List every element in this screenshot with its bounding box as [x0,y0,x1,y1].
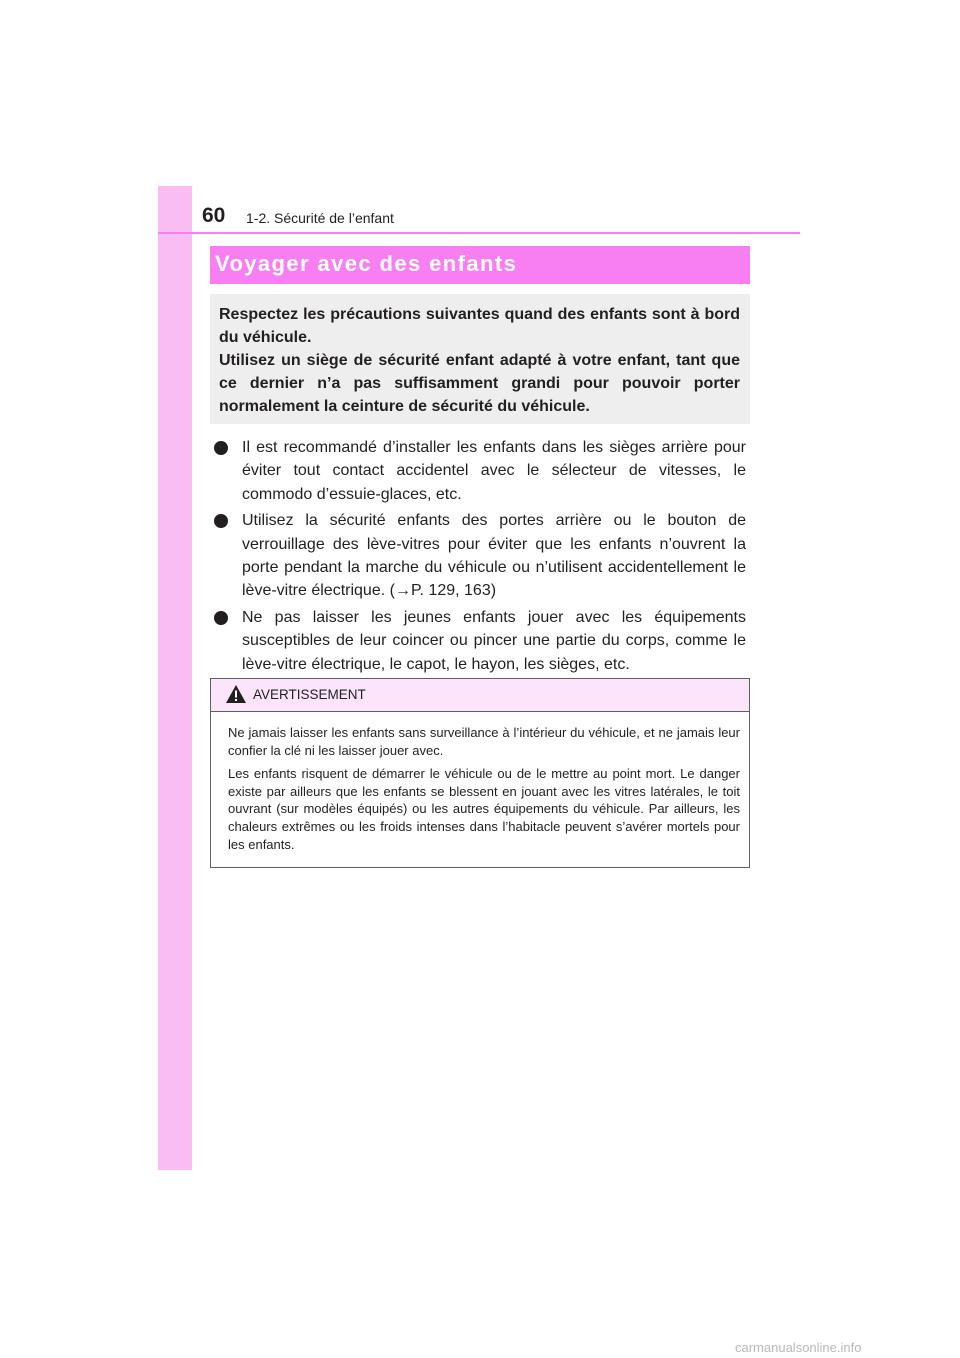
warning-box [210,678,750,868]
warning-body [211,712,749,853]
warning-title: AVERTISSEMENT [253,687,366,702]
header-rule [158,232,800,234]
footer-watermark: carmanualsonline.info [735,1340,862,1355]
page-title: Voyager avec des enfants [215,251,518,276]
title-bar [210,246,750,284]
list-item-text: Utilisez la sécurité enfants des portes arrière ou le bouton de verrouillage des lève-vitres pour éviter que les enfants n’ouvrent la porte pendant la marche du véhicule ou n’utilisent accidentellement le lève-vitre électrique. (→P. 129, 163) [242,512,746,600]
intro-box [210,294,750,424]
intro-paragraph: Utilisez un siège de sécurité enfant adapté à votre enfant, tant que ce dernier n’a pas suffisamment grandi pour pouvoir porter normalement la ceinture de sécurité du véhicule. [219,352,740,415]
section-label: 1-2. Sécurité de l’enfant [246,210,394,226]
page-number: 60 [202,204,226,227]
intro-paragraph: Respectez les précautions suivantes quand des enfants sont à bord du véhicule. [219,306,740,346]
warning-triangle-icon [225,684,247,704]
warning-paragraph: Les enfants risquent de démarrer le véhicule ou de le mettre au point mort. Le danger existe par ailleurs que les enfants se blessent en jouant avec les vitres latérales, le toit ouvrant (sur modèles équipés) ou les autres équipements du véhicule. Par ailleurs, les chaleurs extrêmes ou les froids intenses dans l’habitacle peuvent s’avérer mortels pour les enfants. [228,766,740,852]
list-item-text: Ne pas laisser les jeunes enfants jouer avec les équipements susceptibles de leur coincer ou pincer une partie du corps, comme le lève-vitre électrique, le capot, le hayon, les sièges, etc. [242,608,746,673]
warning-paragraph: Ne jamais laisser les enfants sans surveillance à l’intérieur du véhicule, et ne jamais leur confier la clé ni les laisser jouer avec. [228,725,740,758]
warning-header [211,679,749,712]
bullet-list [214,436,746,679]
bullet-dot-icon [214,514,228,528]
bullet-dot-icon [214,441,228,455]
bullet-dot-icon [214,611,228,625]
list-item-text: Il est recommandé d’installer les enfants dans les sièges arrière pour éviter tout contact accidentel avec le sélecteur de vitesses, le commodo d’essuie-glaces, etc. [242,439,746,503]
list-item [214,509,746,603]
list-item [214,436,746,506]
side-color-band [158,186,192,1170]
list-item [214,606,746,676]
